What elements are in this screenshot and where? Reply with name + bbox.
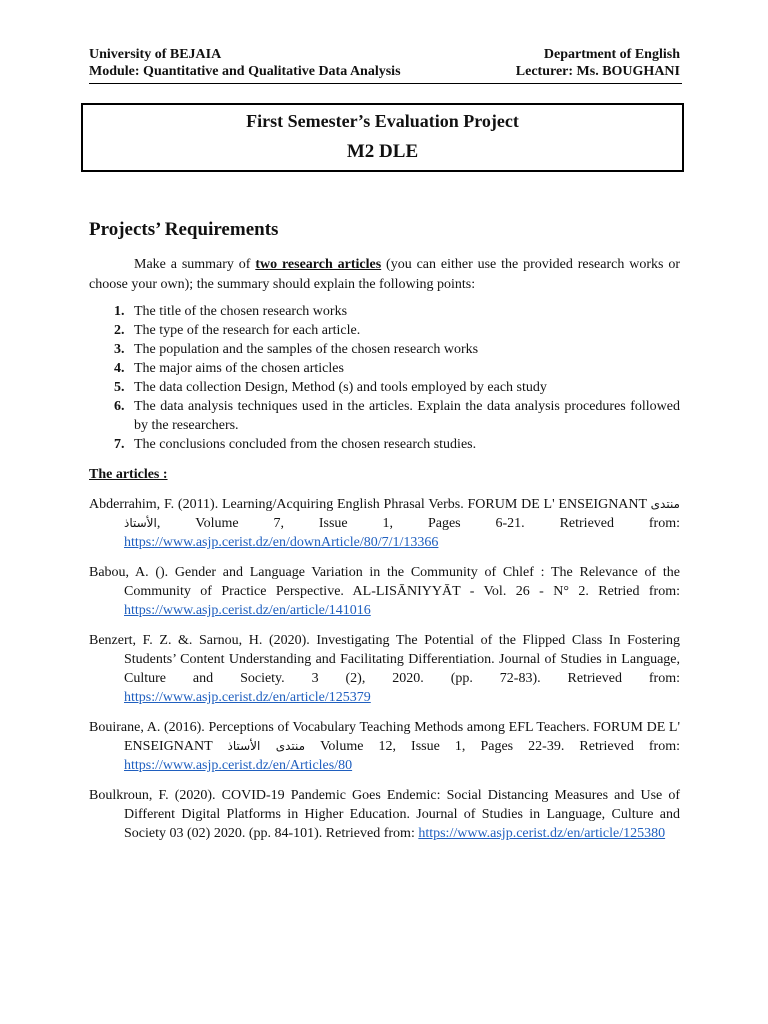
list-item-text: The data analysis techniques used in the articles. Explain the data analysis procedures followed by the researchers. (134, 399, 680, 433)
requirements-heading: Projects’ Requirements (89, 219, 279, 240)
list-item-text: The major aims of the chosen articles (134, 361, 344, 376)
reference-entry (89, 563, 680, 620)
list-item (89, 397, 680, 435)
arabic-journal-name: منتدى الأستاذ (227, 739, 306, 753)
list-item-number: 2. (114, 323, 125, 338)
reference-entry (89, 495, 680, 552)
reference-entry (89, 718, 680, 775)
department-name: Department of English (543, 47, 680, 62)
list-item-number: 4. (114, 361, 125, 376)
intro-text-start: Make a summary of (134, 257, 256, 272)
list-item (89, 359, 680, 378)
requirements-intro (89, 255, 680, 294)
reference-text: Bouirane, A. (2016). Perceptions of Vocabulary Teaching Methods among EFL Teachers. FORUM DE L' ENSEIGNANT (89, 720, 680, 754)
module-name: Module: Quantitative and Qualitative Data Analysis (89, 64, 401, 79)
document-subtitle: M2 DLE (346, 141, 419, 162)
university-name: University of BEJAIA (89, 47, 222, 62)
lecturer-name: Lecturer: Ms. BOUGHANI (515, 64, 680, 79)
reference-entry (89, 631, 680, 707)
reference-text: Boulkroun, F. (2020). COVID-19 Pandemic Goes Endemic: Social Distancing Measures and Use of Different Digital Platforms in Higher Education. Journal of Studies in Language, Culture and Society 03 (02) 2020. (pp. 84-101). Retrieved from: (89, 788, 680, 841)
document-title: First Semester’s Evaluation Project (246, 111, 519, 131)
reference-link[interactable]: https://www.asjp.cerist.dz/en/downArticle/80/7/1/13366 (124, 535, 439, 550)
list-item-number: 3. (114, 342, 125, 357)
reference-text-end: , Volume 7, Issue 1, Pages 6-21. Retrieved from: (156, 516, 680, 531)
list-item-number: 1. (114, 304, 125, 319)
list-item-text: The conclusions concluded from the chosen research studies. (134, 437, 477, 452)
reference-link[interactable]: https://www.asjp.cerist.dz/en/article/125379 (124, 690, 371, 705)
list-item-text: The data collection Design, Method (s) and tools employed by each study (134, 380, 547, 395)
intro-emphasis: two research articles (255, 257, 382, 272)
list-item-text: The population and the samples of the chosen research works (134, 342, 479, 357)
list-item (89, 378, 680, 397)
list-item (89, 302, 680, 321)
reference-entry (89, 786, 680, 843)
reference-list (89, 495, 680, 854)
requirements-list (89, 302, 680, 454)
articles-heading: The articles : (89, 467, 168, 482)
list-item (89, 340, 680, 359)
list-item-text: The title of the chosen research works (134, 304, 348, 319)
list-item (89, 321, 680, 340)
reference-link[interactable]: https://www.asjp.cerist.dz/en/article/141016 (124, 603, 371, 618)
reference-text: Abderrahim, F. (2011). Learning/Acquiring English Phrasal Verbs. FORUM DE L' ENSEIGNANT (89, 497, 651, 512)
intro-text-end: (you can either use the provided research works or choose your own); the summary should explain the following points: (89, 257, 680, 292)
reference-text: Benzert, F. Z. &. Sarnou, H. (2020). Investigating The Potential of the Flipped Class In Fostering Students’ Content Understanding and Facilitating Differentiation. Journal of Studies in Language, Culture and Society. 3 (2), 2020. (pp. 72-83). Retrieved from: (89, 633, 680, 686)
page-header (89, 46, 680, 80)
reference-text: Babou, A. (). Gender and Language Variation in the Community of Chlef : The Relevance of the Community of Practice Perspective. AL-LISĀNIYYĀT - Vol. 26 - N° 2. Retried from: (89, 565, 680, 599)
list-item-text: The type of the research for each article. (134, 323, 361, 338)
arabic-journal-name: منتدى الأستاذ (124, 497, 680, 530)
list-item (89, 435, 680, 454)
reference-link[interactable]: https://www.asjp.cerist.dz/en/article/125380 (418, 826, 666, 841)
reference-link[interactable]: https://www.asjp.cerist.dz/en/Articles/80 (124, 758, 353, 773)
list-item-number: 5. (114, 380, 125, 395)
title-box (81, 103, 684, 172)
header-divider (89, 83, 682, 84)
list-item-number: 7. (114, 437, 125, 452)
list-item-number: 6. (114, 399, 125, 414)
reference-text-end: Volume 12, Issue 1, Pages 22-39. Retrieved from: (305, 739, 680, 754)
